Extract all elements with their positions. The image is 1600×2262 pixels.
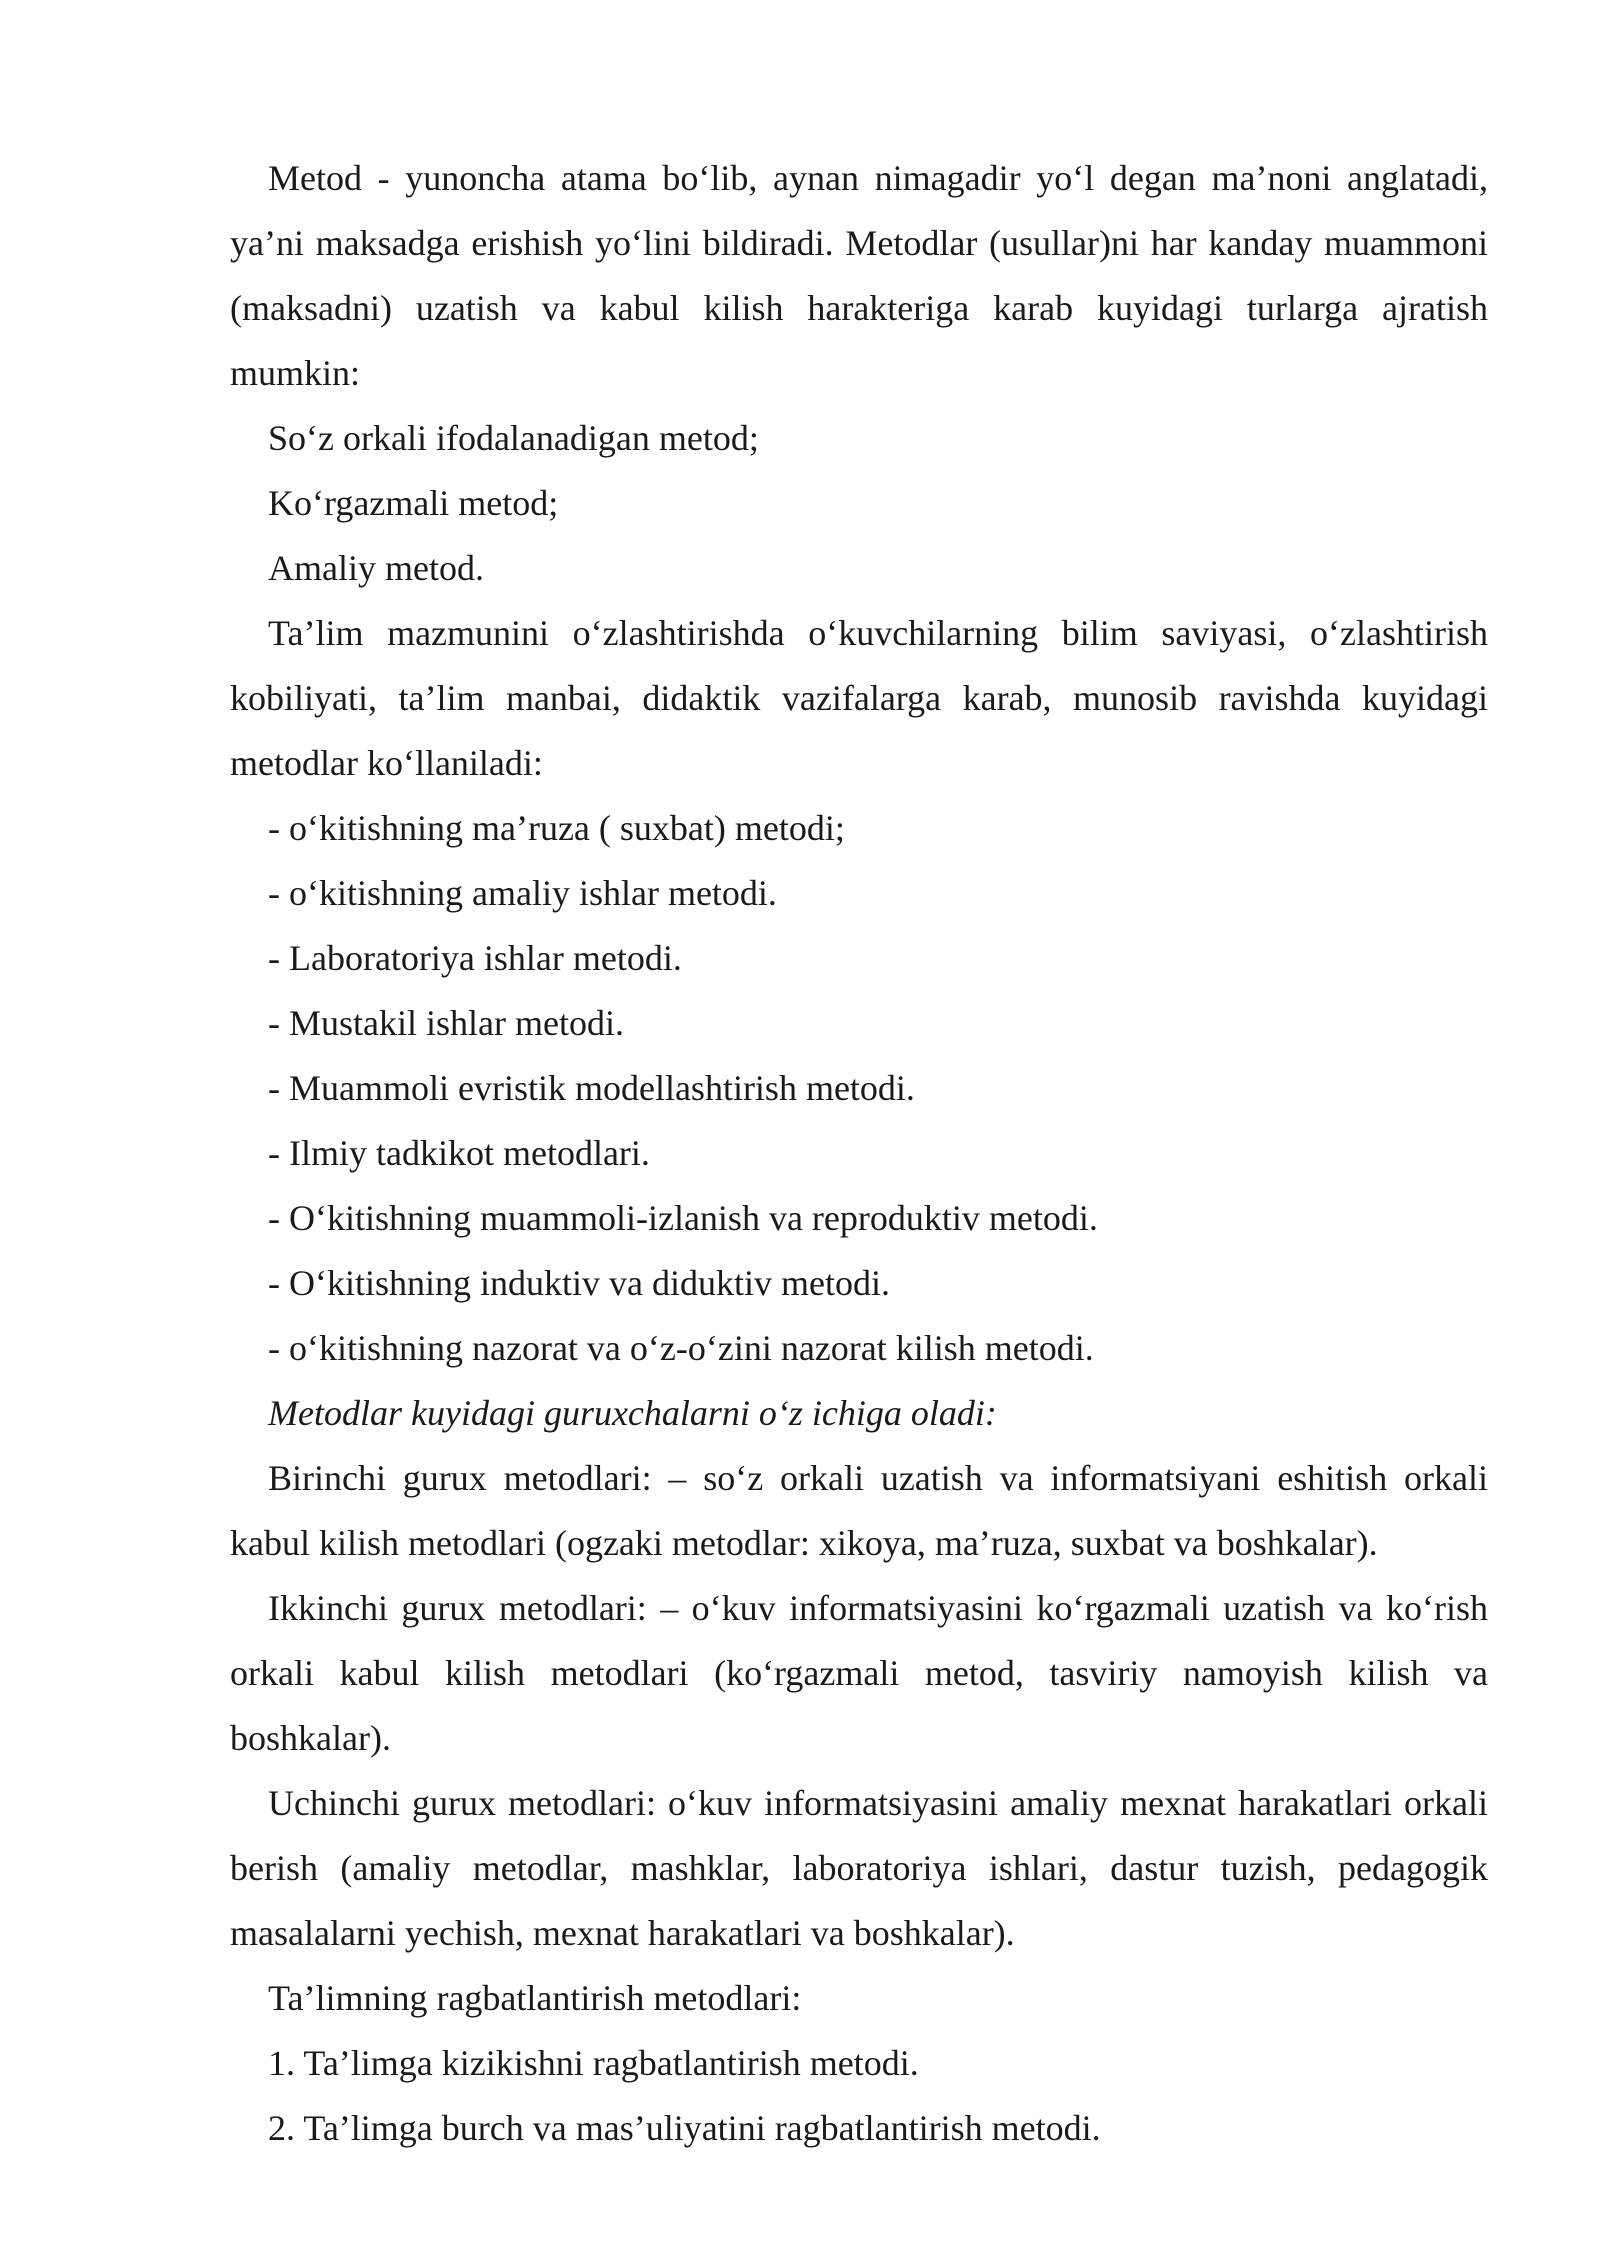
intro-paragraph: Metod - yunoncha atama bo‘lib, aynan nimagadir yo‘l degan ma’noni anglatadi, ya’ni maksadga erishish yo‘lini bildiradi. Metodlar (usullar)ni har kanday muammoni (maksadni) uzatish va kabul kilish harakteriga karab kuyidagi turlarga ajratish mumkin: <box>230 158 1488 393</box>
method-type-item: So‘z orkali ifodalanadigan metod; <box>268 418 759 458</box>
method-list-item: - o‘kitishning nazorat va o‘z-o‘zini nazorat kilish metodi. <box>268 1328 1094 1368</box>
motivation-heading: Ta’limning ragbatlantirish metodlari: <box>268 1978 802 2018</box>
method-type-item: Amaliy metod. <box>268 548 484 588</box>
methods-intro-paragraph: Ta’lim mazmunini o‘zlashtirishda o‘kuvchilarning bilim saviyasi, o‘zlashtirish kobiliyati, ta’lim manbai, didaktik vazifalarga karab, munosib ravishda kuyidagi metodlar ko‘llaniladi: <box>230 613 1488 783</box>
method-list-item: - o‘kitishning amaliy ishlar metodi. <box>268 873 777 913</box>
method-list-item: - Muammoli evristik modellashtirish metodi. <box>268 1068 915 1108</box>
method-type-item: Ko‘rgazmali metod; <box>268 483 559 523</box>
document-page <box>230 146 1488 2161</box>
method-list-item: - o‘kitishning ma’ruza ( suxbat) metodi; <box>268 808 845 848</box>
group-three-paragraph: Uchinchi gurux metodlari: o‘kuv informatsiyasini amaliy mexnat harakatlari orkali berish (amaliy metodlar, mashklar, laboratoriya ishlari, dastur tuzish, pedagogik masalalarni yechish, mexnat harakatlari va boshkalar). <box>230 1783 1488 1953</box>
motivation-list-item: 1. Ta’limga kizikishni ragbatlantirish metodi. <box>268 2043 919 2083</box>
group-one-paragraph: Birinchi gurux metodlari: – so‘z orkali uzatish va informatsiyani eshitish orkali kabul kilish metodlari (ogzaki metodlar: xikoya, ma’ruza, suxbat va boshkalar). <box>230 1458 1488 1563</box>
group-two-paragraph: Ikkinchi gurux metodlari: – o‘kuv informatsiyasini ko‘rgazmali uzatish va ko‘rish orkali kabul kilish metodlari (ko‘rgazmali metod, tasviriy namoyish kilish va boshkalar). <box>230 1588 1488 1758</box>
method-list-item: - O‘kitishning muammoli-izlanish va reproduktiv metodi. <box>268 1198 1098 1238</box>
groups-heading: Metodlar kuyidagi guruxchalarni o‘z ichiga oladi: <box>268 1393 997 1433</box>
method-list-item: - O‘kitishning induktiv va diduktiv metodi. <box>268 1263 890 1303</box>
method-list-item: - Ilmiy tadkikot metodlari. <box>268 1133 650 1173</box>
motivation-list-item: 2. Ta’limga burch va mas’uliyatini ragbatlantirish metodi. <box>268 2108 1101 2148</box>
method-list-item: - Mustakil ishlar metodi. <box>268 1003 624 1043</box>
method-list-item: - Laboratoriya ishlar metodi. <box>268 938 682 978</box>
